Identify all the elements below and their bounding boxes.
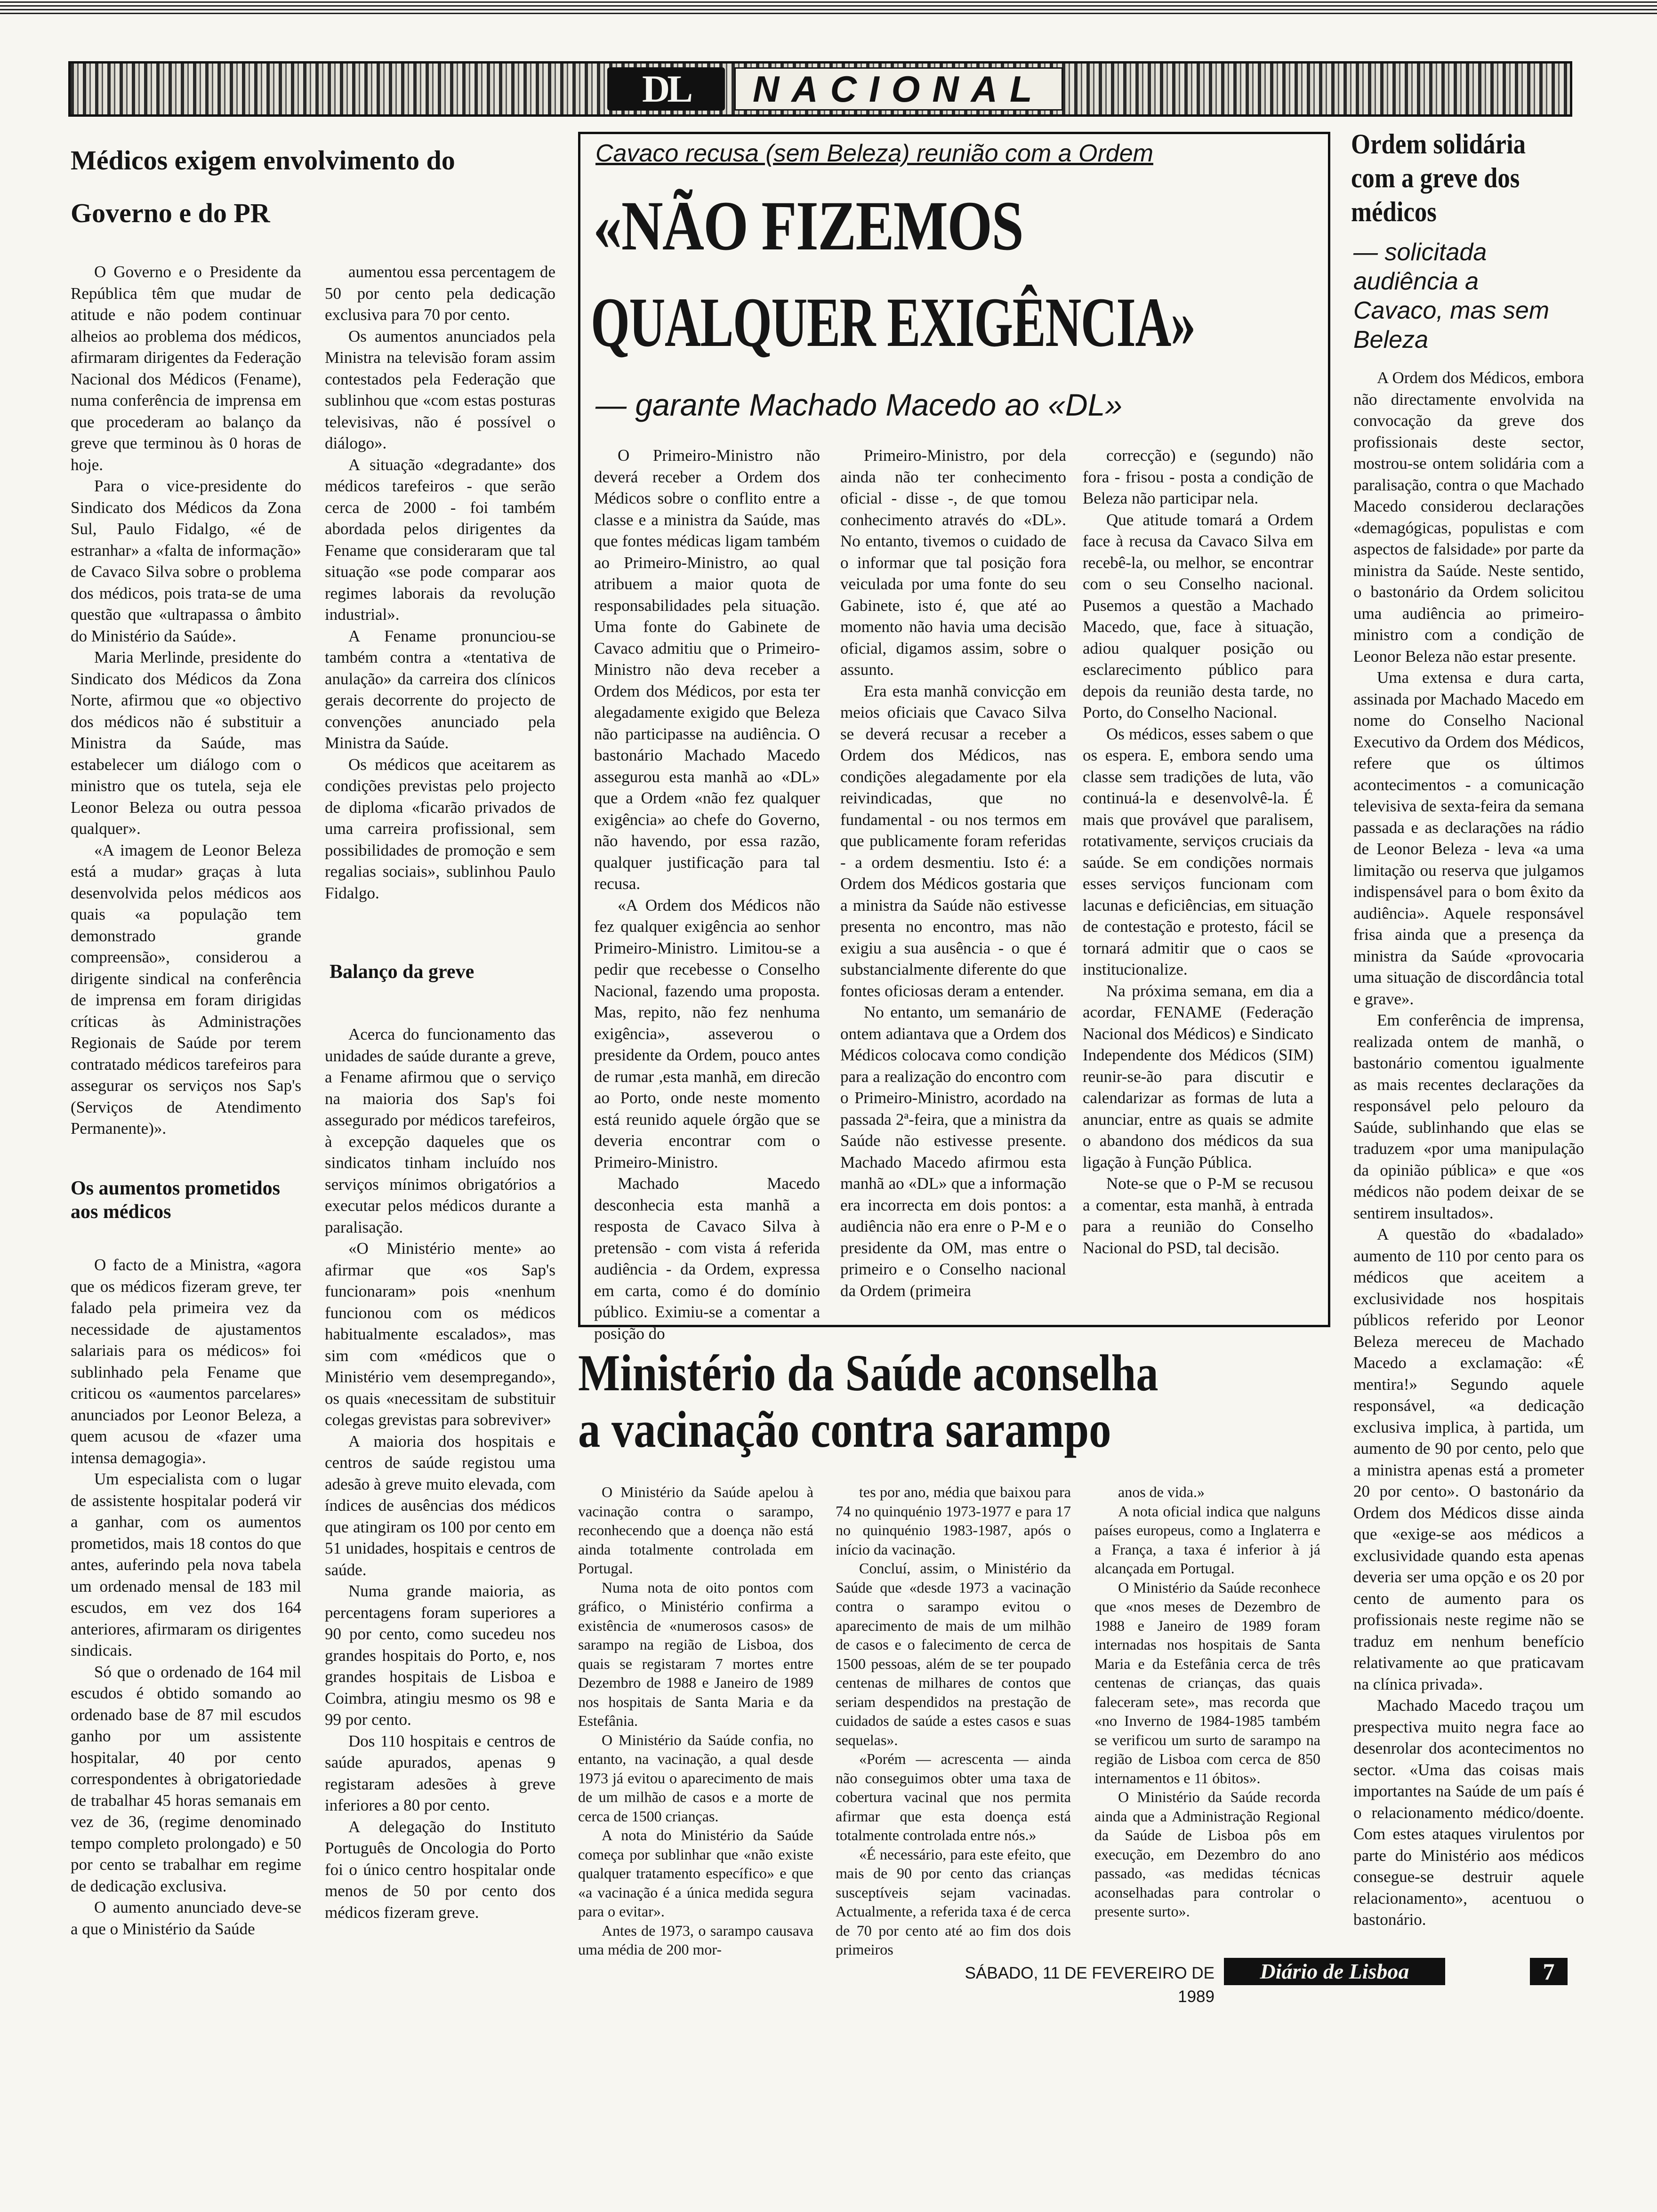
paragraph: A maioria dos hospitais e centros de saúde registou uma adesão à greve muito elevada, com índices de ausências dos médicos que atingiram os 100 por cento em 51 unidades, hospitais e centros de saúde.	[325, 1432, 555, 1579]
section-label: NACIONAL	[734, 67, 1063, 111]
paragraph: «A Ordem dos Médicos não fez qualquer exigência ao senhor Primeiro-Ministro. Limitou-se a pedir que recebesse o Conselho Nacional, fazendo uma proposta. Mas, repito, não fez nenhuma exigência», asseverou o presidente da Ordem, pouco antes de rumar ,esta manhã, em direcão ao Porto, onde neste momento está reunido aquele órgão que se deveria encontrar com o Primeiro-Ministro.	[594, 896, 820, 1171]
paragraph: Um especialista com o lugar de assistente hospitalar poderá vir a ganhar, com os aumentos prometidos, mais 18 contos do que antes, auferindo pela nova tabela um ordenado mensal de 183 mil escudos, em vez dos 164 anteriores, afirmaram os dirigentes sindicais.	[71, 1470, 301, 1659]
left-subhead-2: Balanço da greve	[330, 961, 475, 983]
paragraph: Note-se que o P-M se recusou a comentar, esta manhã, à entrada para a reunião do Conselho Nacional do PSD, tal decisão.	[1083, 1174, 1313, 1257]
paragraph: «É necessário, para este efeito, que mais de 90 por cento das crianças susceptíveis sejam vacinadas. Actualmente, a referida taxa é de cerca de 70 por cento até ao fim dos dois primeiros	[836, 1845, 1071, 1958]
paragraph: Numa nota de oito pontos com gráfico, o Ministério confirma a existência de «numerosos casos» de sarampo na região de Lisboa, dos quais se registaram 7 mortes entre Dezembro de 1988 e Janeiro de 1989 nos hospitais de Santa Maria e da Estefânia.	[578, 1579, 813, 1729]
center-col1	[594, 445, 820, 1344]
paragraph: No entanto, um semanário de ontem adiantava que a Ordem dos Médicos colocava como condição para a realização do encontro com o Primeiro-Ministro, acordado na passada 2ª-feira, que a ministra da Saúde não estivesse presente. Machado Macedo afirmou esta manhã ao «DL» que a informação era incorrecta em dois pontos: a audiência não era enre o P-M e o presidente da OM, mas entre o primeiro e o Conselho nacional da Ordem (primeira	[840, 1003, 1066, 1300]
bottom-col2	[836, 1483, 1071, 1959]
left-article-col2b	[325, 1024, 555, 1923]
paragraph: Os médicos que aceitarem as condições previstas pelo projecto de diploma «ficarão privados de uma carreira profissional, sem possibilidades de promoção e sem regalias sociais», sublinhou Paulo Fidalgo.	[325, 755, 555, 902]
paragraph: A delegação do Instituto Português de Oncologia do Porto foi o único centro hospitalar onde menos de 50 por cento dos médicos fizeram greve.	[325, 1817, 555, 1922]
paragraph: O facto de a Ministra, «agora que os médicos fizeram greve, ter falado pela primeira vez da necessidade de ajustamentos salariais para os médicos» foi sublinhado pela Fename que criticou os «aumentos parcelares» anunciados por Leonor Beleza, a quem acusou de «fazer uma intensa demagogia».	[71, 1256, 301, 1467]
dl-logo: DL	[607, 67, 725, 111]
paragraph: O Ministério da Saúde confia, no entanto, na vacinação, a qual desde 1973 já evitou o aparecimento de mais de um milhão de casos e a morte de cerca de 1500 crianças.	[578, 1731, 813, 1825]
paragraph: A Ordem dos Médicos, embora não directamente envolvida na convocação da greve dos profissionais deste sector, mostrou-se ontem solidária com a paralisação, contra o que Machado Macedo considerou declarações «demagógicas, populistas e com aspectos de falsidade» por parte da ministra da Saúde. Neste sentido, o bastonário da Ordem solicitou uma audiência ao primeiro-ministro com a condição de Leonor Beleza não estar presente.	[1353, 369, 1584, 665]
bottom-col1	[578, 1483, 813, 1959]
paragraph: Antes de 1973, o sarampo causava uma média de 200 mor-	[578, 1922, 813, 1958]
page-number: 7	[1530, 1958, 1568, 1985]
paragraph: Para o vice-presidente do Sindicato dos Médicos da Zona Sul, Paulo Fidalgo, «é de estranhar» a «falta de informação» de Cavaco Silva sobre o problema dos médicos, pois trata-se de uma questão que «ultrapassa o âmbito do Ministério da Saúde».	[71, 477, 301, 645]
section-banner	[68, 61, 1572, 117]
paragraph: Os médicos, esses sabem o que os espera. E, embora sendo uma classe sem tradições de luta, vão continuá-la e desenvolvê-la. É mais que provável que paralisem, rotativamente, serviços cruciais da saúde. Se em condições normais esses serviços funcionam com lacunas e deficiências, em situação de contestação e protesto, fácil se tornará admitir que o caos se institucionalize.	[1083, 724, 1313, 978]
center-col2	[840, 445, 1066, 1301]
paragraph: O Ministério da Saúde reconhece que «nos meses de Dezembro de 1988 e Janeiro de 1989 foram internadas nos hospitais de Santa Maria e da Estefânia cerca de três centenas de crianças, das quais faleceram sete», mas recorda que «no Inverno de 1984-1985 também se verificou um surto de sarampo na região de Lisboa com cerca de 850 internamentos e 11 óbitos».	[1094, 1579, 1320, 1787]
paragraph: Era esta manhã convicção em meios oficiais que Cavaco Silva se deverá recusar a receber a Ordem dos Médicos, nas condições alegadamente por ela reivindicadas, que no fundamental - ou nos termos em que publicamente foram referidas - a ordem desmentiu. Isto é: a Ordem dos Médicos gostaria que a ministra da Saúde não estivesse presenta no encontro, mas não exigiu a sua ausência - o que é substancialmente diferente do que fontes oficiosas deram a entender.	[840, 681, 1066, 1000]
left-article-col2	[325, 261, 555, 904]
footer-masthead: Diário de Lisboa	[1224, 1958, 1445, 1985]
paragraph: Dos 110 hospitais e centros de saúde apurados, apenas 9 registaram adesões à greve inferiores a 80 por cento.	[325, 1731, 555, 1814]
paragraph: tes por ano, média que baixou para 74 no quinquénio 1973-1977 e para 17 no quinquénio 1983-1987, após o início da vacinação.	[836, 1483, 1071, 1558]
left-article-col1	[71, 261, 301, 1139]
paragraph: Maria Merlinde, presidente do Sindicato dos Médicos da Zona Norte, afirmou que «o objectivo dos médicos não é substituir a Ministra da Saúde, mas estabelecer um diálogo com o ministro que os tutela, seja ele Leonor Beleza ou outra pessoa qualquer».	[71, 648, 301, 838]
paragraph: Só que o ordenado de 164 mil escudos é obtido somando ao ordenado base de 87 mil escudos ganho por um assistente hospitalar, 40 por cento correspondentes à obrigatoriedade de trabalhar 45 horas semanais em vez de 36, (regime denominado tempo completo prolongado) e 50 por cento se trabalhar em regime de dedicação exclusiva.	[71, 1662, 301, 1895]
paragraph: A situação «degradante» dos médicos tarefeiros - que serão cerca de 2000 - foi também abordada pelos dirigentes da Fename que consideraram que tal situação «se pode comparar aos regimes laborais da revolução industrial».	[325, 455, 555, 624]
center-col3	[1083, 445, 1313, 1258]
right-article-subtitle: — solicitada audiência a Cavaco, mas sem Beleza	[1353, 239, 1550, 353]
paragraph: Primeiro-Ministro, por dela ainda não ter conhecimento oficial - disse -, de que tomou conhecimento através do «DL». No entanto, tivemos o cuidado de o informar que tal posição fora veiculada por uma fonte do seu Gabinete, isto é, que até ao momento não havia uma decisão oficial, digamos assim, sobre o assunto.	[840, 446, 1066, 679]
paragraph: Machado Macedo traçou um prespectiva muito negra face ao desenrolar dos acontecimentos no sector. «Uma das coisas mais importantes na Saúde de um país é o relacionamento médico/doente. Com estes ataques virulentos por parte do Ministério aos médicos consegue-se destruir aquele relacionamento», acentuou o bastonário.	[1353, 1696, 1584, 1929]
paragraph: A questão do «badalado» aumento de 110 por cento para os médicos que aceitem a exclusividade nos hospitais públicos referido por Leonor Beleza mereceu de Machado Macedo a exclamação: «É mentira!» Segundo aquele responsável, «a dedicação exclusiva implica, à partida, um aumento de 90 por cento, pelo que a ministra apenas está a prometer 20 por cento». O bastonário da Ordem dos Médicos disse ainda que «exige-se aos médicos a exclusividade quando esta apenas deveria ser uma opção e os 20 por cento de aumento para os profissionais neste regime não se traduz em nenhum benefício relativamente ao que praticavam na clínica privada».	[1353, 1225, 1584, 1693]
center-subheadline: — garante Machado Macedo ao «DL»	[595, 387, 1123, 422]
paragraph: A Fename pronunciou-se também contra a «tentativa de anulação» da carreira dos clínicos gerais decorrente do projecto de convenções anunciado pela Ministra da Saúde.	[325, 626, 555, 752]
paragraph: Em conferência de imprensa, realizada ontem de manhã, o bastonário comentou igualmente as mais recentes declarações da responsável pelo pelouro da Saúde, sublinhando que elas se traduzem «por uma manipulação da opinião pública» e que «os médicos não podem deixar de se sentirem insultados».	[1353, 1011, 1584, 1222]
paragraph: Os aumentos anunciados pela Ministra na televisão foram assim contestados pela Federação que sublinhou que «com estas posturas televisivas, não é possível o diálogo».	[325, 327, 555, 452]
paragraph: «A imagem de Leonor Beleza está a mudar» graças à luta desenvolvida pelos médicos aos quais «a população tem demonstrado grande compreensão», considerou a dirigente sindical na conferência de imprensa em foram dirigidas críticas às Administrações Regionais de Saúde por terem contratado médicos tarefeiros para assegurar os serviços nos Sap's (Serviços de Atendimento Permanente)».	[71, 841, 301, 1138]
paragraph: aumentou essa percentagem de 50 por cento pela dedicação exclusiva para 70 por cento.	[325, 263, 555, 324]
paragraph: «Porém — acrescenta — ainda não conseguimos obter uma taxa de cobertura vacinal que nos permita afirmar que esta doença está totalmente controlada entre nós.»	[836, 1750, 1071, 1843]
paragraph: O Governo e o Presidente da República têm que mudar de atitude e não podem continuar alheios ao problema dos médicos, afirmaram dirigentes da Federação Nacional dos Médicos (Fename), numa conferência de imprensa em que procederam ao balanço da greve que terminou às 0 horas de hoje.	[71, 263, 301, 474]
paragraph: anos de vida.»	[1118, 1483, 1205, 1500]
bottom-headline-line1: Ministério da Saúde aconselha	[578, 1344, 1158, 1402]
center-kicker: Cavaco recusa (sem Beleza) reunião com a Ordem	[595, 140, 1153, 167]
bottom-headline-line2: a vacinação contra sarampo	[578, 1401, 1111, 1458]
center-headline-line1: «NÃO FIZEMOS	[593, 187, 1023, 265]
paragraph: A nota do Ministério da Saúde começa por sublinhar que «não existe qualquer tratamento específico» e que «a vacinação é a única medida segura para o evitar».	[578, 1827, 813, 1920]
paragraph: Uma extensa e dura carta, assinada por Machado Macedo em nome do Conselho Nacional Executivo da Ordem dos Médicos, refere que os últimos acontecimentos - a comunicação televisiva de sexta-feira da semana passada e as declarações na rádio de Leonor Beleza - leva «a uma limitação ou reserva que julgamos indispensável para o bom êxito da audiência». Aquele responsável frisa ainda que a presença da ministra da Saúde «provocaria uma situação de discordância total e grave».	[1353, 668, 1584, 1008]
center-headline-line2: QUALQUER EXIGÊNCIA»	[591, 283, 1195, 361]
top-rule	[0, 0, 1657, 14]
paragraph: O Ministério da Saúde apelou à vacinação contra o sarampo, reconhecendo que a doença não está ainda totalmente controlada em Portugal.	[578, 1483, 813, 1577]
paragraph: Que atitude tomará a Ordem face à recusa da Cavaco Silva em recebê-la, ou melhor, se encontrar com o seu Conselho nacional. Pusemos a questão a Machado Macedo, que, face à situação, adiou qualquer posição ou esclarecimento público para depois da reunião desta tarde, no Porto, do Conselho Nacional.	[1083, 510, 1313, 721]
right-article-body	[1353, 367, 1584, 1931]
paragraph: Numa grande maioria, as percentagens foram superiores a 90 por cento, como sucedeu nos grandes hospitais do Porto, e, nos grandes hospitais de Lisboa e Coimbra, atingiu mesmo os 98 e 99 por cento.	[325, 1582, 555, 1729]
left-subhead-1: Os aumentos prometidos aos médicos	[71, 1178, 280, 1223]
paragraph: O aumento anunciado deve-se a que o Ministério da Saúde	[71, 1898, 301, 1938]
footer-date: SÁBADO, 11 DE FEVEREIRO DE 1989	[965, 1964, 1215, 2006]
paragraph: Acerca do funcionamento das unidades de saúde durante a greve, a Fename afirmou que o serviço na maioria dos Sap's foi assegurado por médicos tarefeiros, à excepção daqueles que os sindicatos tinham incluído nos serviços mínimos obrigatórios a executar pelos médicos durante a paralisação.	[325, 1025, 555, 1236]
paragraph: A nota oficial indica que nalguns países europeus, como a Inglaterra e a França, a taxa é inferior à já alcançada em Portugal.	[1094, 1502, 1320, 1577]
paragraph: O Ministério da Saúde recorda ainda que a Administração Regional da Saúde de Lisboa pôs em execução, em Dezembro do ano passado, «as medidas técnicas aconselhadas para controlar o presente surto».	[1094, 1788, 1320, 1920]
paragraph: O Primeiro-Ministro não deverá receber a Ordem dos Médicos sobre o conflito entre a classe e a ministra da Saúde, mas que fontes médicas ligam também ao Primeiro-Ministro, ao qual atribuem a maior quota de responsabilidades pela situação. Uma fonte do Gabinete de Cavaco admitiu que o Primeiro-Ministro não deva receber a Ordem dos Médicos, por esta ter alegadamente exigido que Beleza não participasse na audiência. O bastonário Machado Macedo assegurou esta manhã ao «DL» que a Ordem «não fez qualquer exigência» ao chefe do Governo, não havendo, por essa razão, qualquer justificação para tal recusa.	[594, 446, 820, 893]
paragraph: Machado Macedo desconhecia esta manhã a resposta de Cavaco Silva à pretensão - com vista á referida audiência - da Ordem, expressa em carta, como é do domínio público. Eximiu-se a comentar a posição do	[594, 1174, 820, 1343]
paragraph: correcção) e (segundo) não fora - frisou - posta a condição de Beleza não participar nela.	[1083, 446, 1313, 507]
paragraph: «O Ministério mente» ao afirmar que «os Sap's funcionaram» pois «nenhum funcionou com os médicos habitualmente escalados», mas sim com «médicos que o Ministério vem desempregando», os quais «necessitam de substituir colegas grevistas para sobreviver»	[325, 1239, 555, 1429]
bottom-col3	[1094, 1483, 1320, 1921]
left-article-col1b	[71, 1254, 301, 1940]
paragraph: Na próxima semana, em dia a acordar, FENAME (Federação Nacional dos Médicos) e Sindicato Independente dos Médicos (SIM) reunir-se-ão para discutir e calendarizar as formas de luta a anunciar, entre as quais se admite o abandono dos médicos da sua ligação à Função Pública.	[1083, 981, 1313, 1171]
left-article-title: Médicos exigem envolvimento do Governo e do PR	[71, 145, 455, 228]
right-article-title: Ordem solidária com a greve dos médicos	[1351, 128, 1526, 227]
paragraph: Concluí, assim, o Ministério da Saúde que «desde 1973 a vacinação contra o sarampo evitou o aparecimento de mais de um milhão de casos e o falecimento de cerca de 1500 pessoas, além de se ter poupado centenas de milhares de contos que seriam despendidos na prestação de cuidados de saúde a estes casos e suas sequelas».	[836, 1560, 1071, 1748]
